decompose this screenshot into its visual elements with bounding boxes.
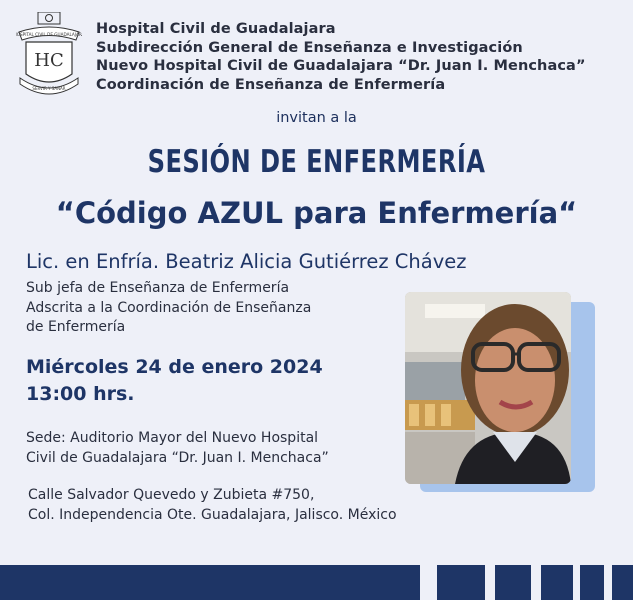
address-line-1: Calle Salvador Quevedo y Zubieta #750, (28, 487, 315, 503)
event-datetime (26, 354, 323, 408)
header-line-3: Nuevo Hospital Civil de Guadalajara “Dr. Juan I. Menchaca” (96, 58, 586, 74)
role-line-3: de Enfermería (26, 319, 126, 335)
role-line-1: Sub jefa de Enseñanza de Enfermería (26, 280, 290, 296)
invite-text: invitan a la (276, 110, 357, 126)
topic-title: “Código AZUL para Enfermería“ (55, 196, 578, 230)
logo-banner-text: HOSPITAL CIVIL DE GUADALAJARA (16, 32, 82, 37)
speaker-name: Lic. en Enfría. Beatriz Alicia Gutiérrez Chávez (26, 250, 467, 273)
footer-bar-2 (495, 565, 531, 600)
event-venue (26, 429, 329, 468)
footer-bar-3 (541, 565, 573, 600)
header-line-1: Hospital Civil de Guadalajara (96, 21, 336, 37)
header-line-4: Coordinación de Enseñanza de Enfermería (96, 76, 446, 93)
venue-line-2: Civil de Guadalajara “Dr. Juan I. Menchaca” (26, 449, 329, 466)
logo-scroll-text: SERVIR Y SANAR (32, 86, 66, 91)
event-date: Miércoles 24 de enero 2024 (26, 356, 323, 378)
venue-line-1: Sede: Auditorio Mayor del Nuevo Hospital (26, 430, 319, 446)
speaker-photo (405, 292, 571, 484)
header-institutions (96, 20, 586, 94)
address-line-2: Col. Independencia Ote. Guadalajara, Jalisco. México (28, 506, 397, 523)
session-title: SESIÓN DE ENFERMERÍA (147, 144, 486, 180)
event-time: 13:00 hrs. (26, 383, 135, 405)
footer-bar-4 (580, 565, 604, 600)
footer-bars (0, 565, 633, 600)
hospital-logo (16, 12, 82, 98)
event-address (28, 486, 397, 525)
header-line-2: Subdirección General de Enseñanza e Investigación (96, 39, 523, 56)
footer-bar-5 (612, 565, 633, 600)
role-line-2: Adscrita a la Coordinación de Enseñanza (26, 299, 312, 316)
footer-bar-main (0, 565, 420, 600)
logo-monogram: HC (34, 50, 64, 71)
footer-bar-1 (437, 565, 485, 600)
speaker-role (26, 279, 311, 338)
